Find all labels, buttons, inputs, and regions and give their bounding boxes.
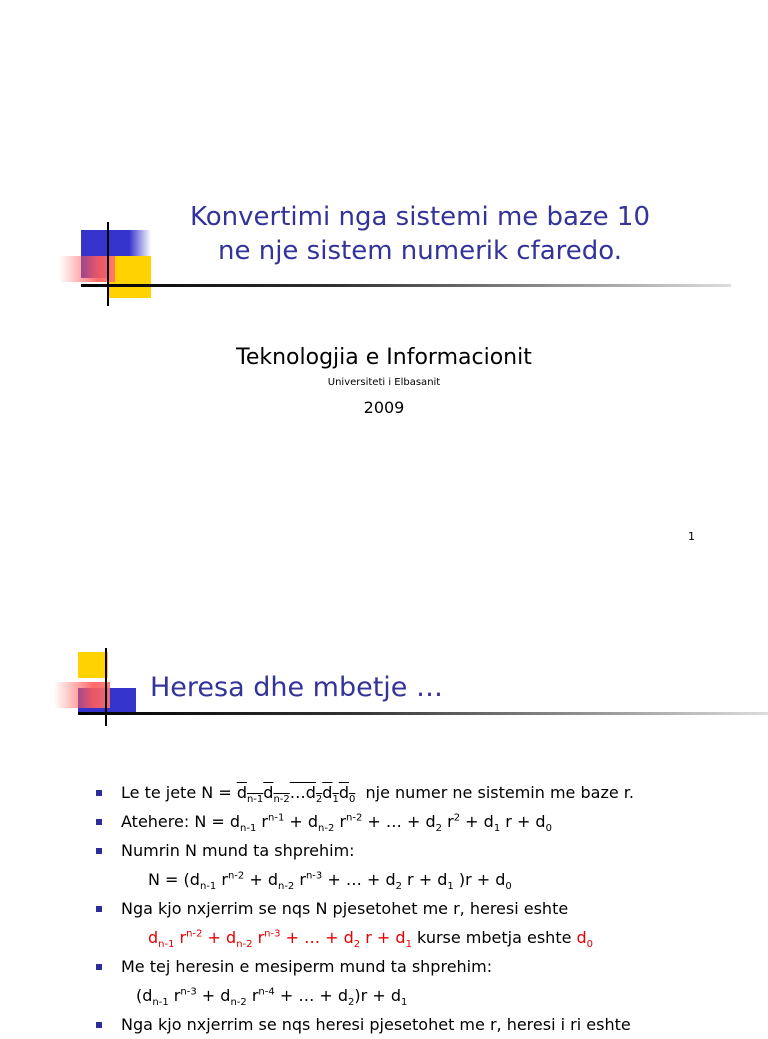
year: 2009 bbox=[363, 398, 405, 417]
bullet-item: Me tej heresin e mesiperm mund ta shprehim: bbox=[96, 952, 756, 981]
bullet-icon bbox=[96, 819, 102, 825]
bullet-list bbox=[96, 778, 756, 1039]
university-name: Universiteti i Elbasanit bbox=[327, 377, 441, 388]
course-name: Teknologjia e Informacionit bbox=[236, 345, 532, 370]
bullet-icon bbox=[96, 906, 102, 912]
bullet-item: Nga kjo nxjerrim se nqs heresi pjesetohet me r, heresi i ri eshte bbox=[96, 1010, 756, 1039]
bullet-icon bbox=[96, 1022, 102, 1028]
formula-line: ($d_{n-1}$ $r^{n-3} + d_{n-2}$ $r^{n-4}$ + … + $d_2)r + d_1$ bbox=[136, 986, 408, 1009]
bullet-icon bbox=[96, 790, 102, 796]
slide-title-line-1: Konvertimi nga sistemi me baze 10 bbox=[190, 202, 650, 232]
slide-title bbox=[150, 200, 690, 268]
bullet-icon bbox=[96, 848, 102, 854]
bullet-item: Atehere: $N = d_{n-1}$ $r^{n-1} + d_{n-2}$ $r^{n-2}$ + … + $d_2$ $r^2 + d_1$ $r + d_0$ bbox=[96, 807, 756, 836]
bullet-icon bbox=[96, 964, 102, 970]
bullet-item: Numrin N mund ta shprehim: bbox=[96, 836, 756, 865]
slide-title: Heresa dhe mbetje … bbox=[150, 672, 444, 703]
slide-title-line-2: ne nje sistem numerik cfaredo. bbox=[217, 236, 623, 266]
formula-line: $d_{n-1}$ $r^{n-2} + d_{n-2}$ $r^{n-3}$ + … + $d_2$ $r + d_1$ kurse mbetja eshte $d_0$ bbox=[148, 928, 594, 951]
bullet-item: Le te jete $N = d_{n-1}d_{n-2}\dots d_2d_1d_0$ nje numer ne sistemin me baze r. bbox=[96, 778, 756, 807]
slide-2 bbox=[0, 560, 768, 1034]
page-number: 1 bbox=[688, 530, 695, 543]
bullet-item: Nga kjo nxjerrim se nqs N pjesetohet me r, heresi eshte bbox=[96, 894, 756, 923]
formula-line: $N = (d_{n-1}$ $r^{n-2} + d_{n-2}$ $r^{n-3}$ + … + $d_2$ $r + d_1$ )$r + d_0$ bbox=[148, 870, 512, 893]
